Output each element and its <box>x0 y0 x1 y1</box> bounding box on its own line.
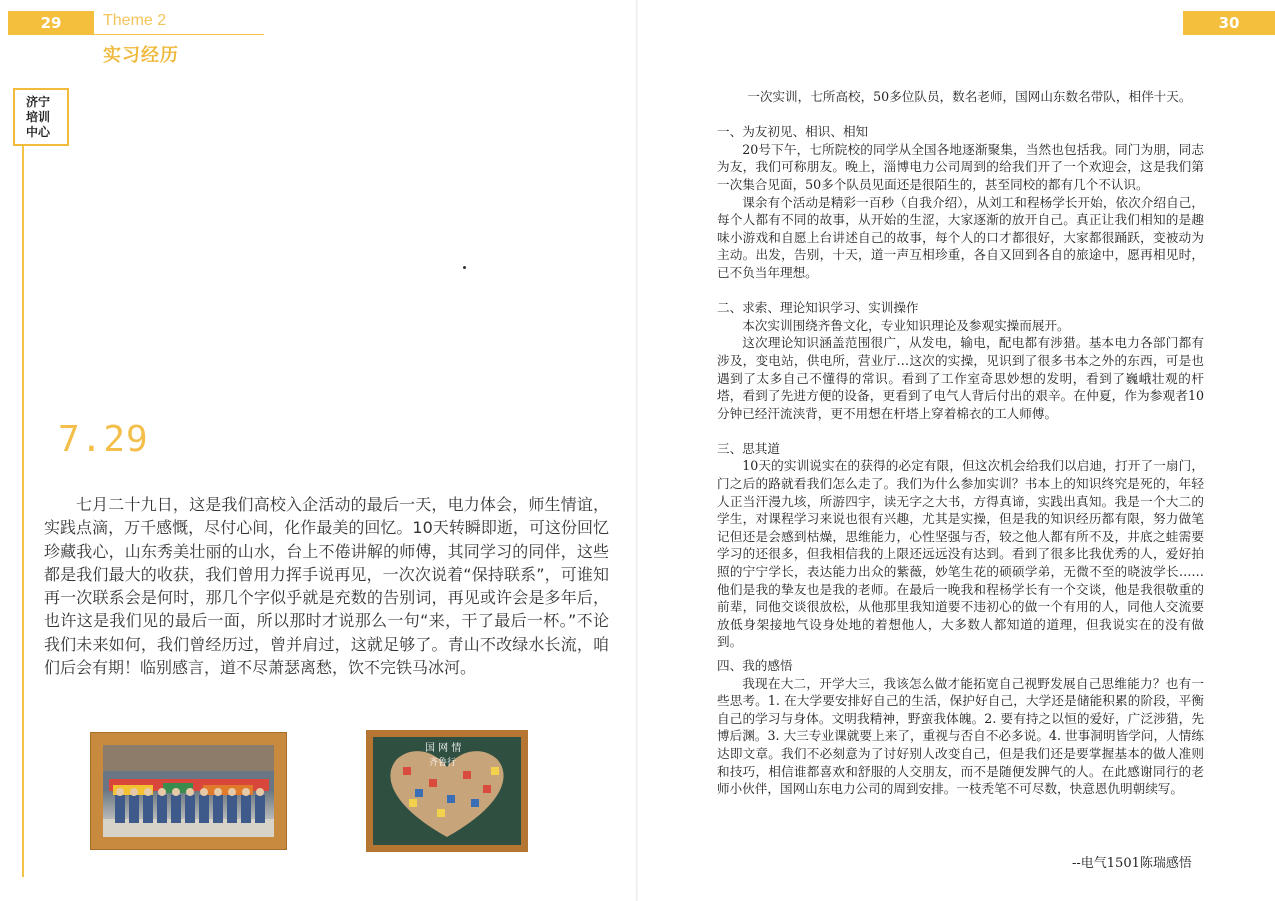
group-photo-illustration <box>103 745 274 837</box>
section-paragraph: 我现在大二，开学大三，我该怎么做才能拓宽自己视野发展自己思维能力？也有一些思考。1. 在大学要安排好自己的生活，保护好自己，大学还是储能积累的阶段，平衡自己的学习与身体。文明我精神，野蛮我体魄。2. 要有持之以恒的爱好，广泛涉猎，先博后渊。3. 大三专业课就要上来了，重视与否自不必多说。4. 世事洞明皆学问，人情练达即文章。我们不必刻意为了讨好别人改变自己，但是我们还是要掌握基本的做人准则和技巧，相信谁都喜欢和舒服的人交朋友，而不是随便发脾气的人。在此感谢同行的老师小伙伴，国网山东电力公司的周到安排。一枝秃笔不可尽数，快意恩仇明朝续写。 <box>717 675 1204 797</box>
section-paragraph: 课余有个活动是精彩一百秒（自我介绍），从刘工和程杨学长开始，依次介绍自己，每个人都有不同的故事，从开始的生涩，大家逐渐的放开自己。真正让我们相知的是趣味小游戏和自愿上台讲述自己的故事，每个人的口才都很好，大家都很踊跃，变被动为主动。出发，告别，十天，道一声互相珍重，各自又回到各自的旅途中，愿再相见时，已不负当年理想。 <box>717 194 1204 280</box>
collage-photo <box>373 737 521 845</box>
vertical-accent-line <box>22 146 24 877</box>
logo-line: 中心 <box>26 125 51 139</box>
theme-underline <box>94 34 264 35</box>
group-photo-frame <box>90 732 287 850</box>
left-page <box>0 0 637 901</box>
theme-label: Theme 2 <box>103 12 167 29</box>
section-title: 实习经历 <box>103 45 179 66</box>
main-paragraph: 七月二十九日，这是我们高校入企活动的最后一天，电力体会，师生情谊，实践点滴，万千感慨，尽付心间，化作最美的回忆。10天转瞬即逝，可这份回忆珍藏我心，山东秀美壮丽的山水，台上不倦讲解的师傅，其同学习的同伴，这些都是我们最大的收获，我们曾用力挥手说再见，一次次说着“保持联系”，可谁知再一次联系会是何时，那几个字似乎就是充数的告别词，再见或许会是多年后，也许这是我们见的最后一面，所以那时才说那么一句“来，干了最后一杯。”不论我们未来如何，我们曾经历过，曾并肩过，这就足够了。青山不改绿水长流，咱们后会有期！临别感言，道不尽萧瑟离愁，饮不完铁马冰河。 <box>44 495 609 678</box>
article-signature: --电气1501陈瑞感悟 <box>1072 856 1192 871</box>
logo-line: 济宁 <box>26 95 51 109</box>
section-heading: 二、求索、理论知识学习、实训操作 <box>717 300 919 316</box>
section-heading: 四、我的感悟 <box>717 658 793 673</box>
logo-line: 培训 <box>26 110 51 124</box>
group-photo <box>103 745 274 837</box>
section-paragraph: 20号下午，七所院校的同学从全国各地逐渐聚集，当然也包括我。同门为朋，同志为友，我们可称朋友。晚上，淄博电力公司周到的给我们开了一个欢迎会，这是我们第一次集合见面，50多个队员见面还是很陌生的，甚至同校的都有几个不认识。 <box>717 141 1204 192</box>
section-heading: 一、为友初见、相识、相知 <box>717 124 869 140</box>
training-center-logo <box>13 88 69 146</box>
stray-dot <box>463 266 466 269</box>
section-heading: 三、思其道 <box>717 440 780 456</box>
section-paragraph: 这次理论知识涵盖范围很广，从发电，输电，配电都有涉猎。基本电力各部门都有涉及，变电站，供电所，营业厅…这次的实操，见识到了很多书本之外的东西，可是也遇到了太多自己不懂得的常识。看到了工作室奇思妙想的发明，看到了巍峨壮观的杆塔，看到了先进方便的设备，更看到了电气人背后付出的艰辛。在仲夏，作为参观者10分钟已经汗流浃背，更不用想在杆塔上穿着棉衣的工人师傅。 <box>717 335 1204 421</box>
article-intro: 一次实训，七所高校，50多位队员，数名老师，国网山东数名带队，相伴十天。 <box>747 89 1192 104</box>
page-number-right: 30 <box>1183 11 1275 35</box>
collage-subtitle: 齐鲁行 <box>429 758 457 768</box>
section-paragraph: 10天的实训说实在的获得的必定有限，但这次机会给我们以启迪，打开了一扇门，门之后的路就看我们怎么走了。我们为什么参加实训？书本上的知识终究是死的，年轻人正当汗漫九垓，所游四宇，读无字之大书，方得真谛，实践出真知。我是一个大二的学生，对课程学习来说也很有兴趣，尤其是实操，但是我的知识经历都有限，努力做笔记但还是会感到枯燥，思维能力，心性坚强与否，较之他人都有所不及，井底之蛙需要学习的还很多，但我相信我的上限还远远没有达到。看到了很多比我优秀的人，爱好拍照的宁宁学长，表达能力出众的紫薇，妙笔生花的硕硕学弟，无微不至的晓波学长……他们是我的挚友也是我的老师。在最后一晚我和程杨学长有一个交谈，他是我很敬重的前辈，同他交谈很放松，从他那里我知道要不违初心的做一个有用的人，同他人交流要放低身架接地气设身处地的着想他人，大多数人都知道的道理，但我说实在的没有做到。 <box>717 458 1204 650</box>
section-paragraph: 本次实训围绕齐鲁文化，专业知识理论及参观实操而展开。 <box>742 317 1070 333</box>
date-heading: 7.29 <box>58 419 149 460</box>
page-number-left: 29 <box>8 11 94 35</box>
collage-photo-frame <box>366 730 528 852</box>
article-body <box>717 88 1204 798</box>
collage-banner: 国 网 情 <box>425 743 462 754</box>
